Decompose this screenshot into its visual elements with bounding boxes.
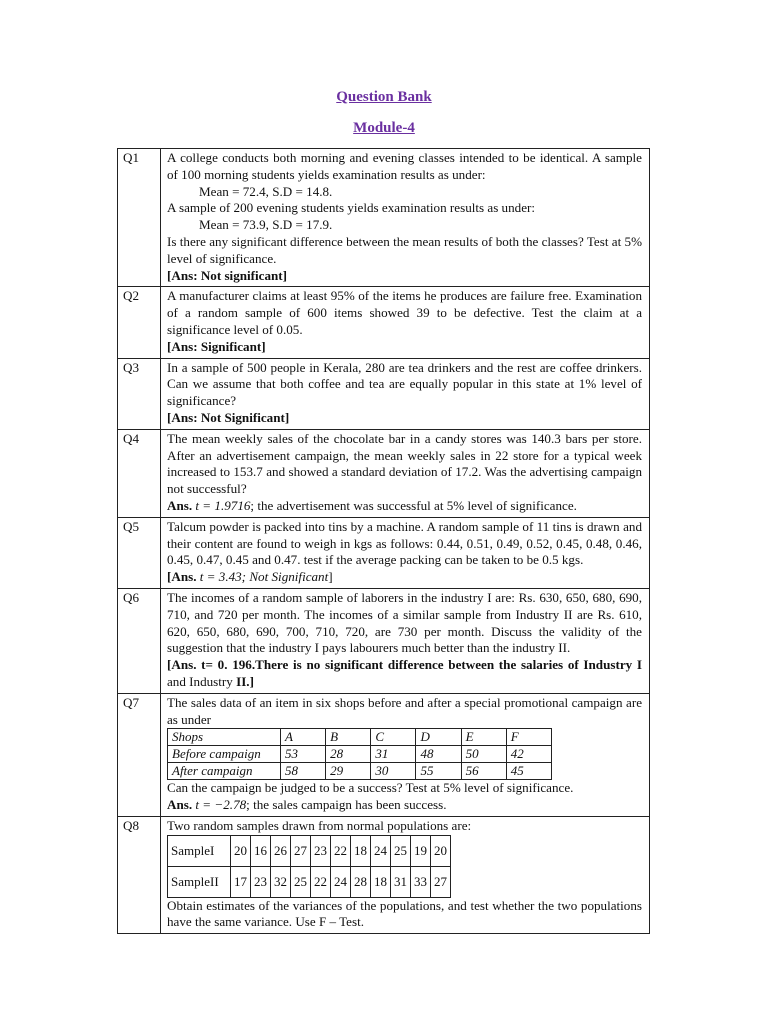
question-row-q3 — [118, 358, 650, 429]
answer: [Ans: Not significant] — [167, 267, 288, 283]
question-number: Q8 — [118, 816, 161, 933]
answer: [Ans. t= 0. 196.There is no significant difference between the salaries of Industry I and Industry II.] — [167, 657, 642, 689]
question-text: In a sample of 500 people in Kerala, 280 are tea drinkers and the rest are coffee drinkers. Can we assume that both coffee and tea are equally popular in this state at 1% level of significance? [Ans: Not Significant] — [161, 358, 650, 429]
question-text: The sales data of an item in six shops before and after a special promotional campaign are as under Shops A B C D E F Before campaign 53 28 31 48 50 42 After campaign 58 29 30 55 56 45 Can the campaign be judged to be a success? Test at 5% level of significance. Ans. t = −2.78; the sales campaign has been success. — [161, 693, 650, 816]
module-title: Module-4 — [353, 120, 415, 136]
question-number: Q3 — [118, 358, 161, 429]
table-row: SampleII 17 23 32 25 22 24 28 18 31 33 27 — [168, 866, 451, 897]
question-number: Q1 — [118, 149, 161, 287]
question-number: Q2 — [118, 287, 161, 358]
question-row-q6 — [118, 588, 650, 693]
table-row: After campaign 58 29 30 55 56 45 — [168, 763, 552, 780]
question-row-q7 — [118, 693, 650, 816]
answer: [Ans: Not Significant] — [167, 409, 290, 425]
answer: Ans. t = 1.9716; the advertisement was successful at 5% level of significance. — [167, 497, 577, 513]
question-text: The mean weekly sales of the chocolate bar in a candy stores was 140.3 bars per store. After an advertisement campaign, the mean weekly sales in 22 store for a typical week increased to 153.7 and showed a standard deviation of 17.2. Was the advertising campaign not successful? Ans. t = 1.9716; the advertisement was successful at 5% level of significance. — [161, 429, 650, 517]
samples-table — [167, 835, 451, 898]
question-row-q5 — [118, 517, 650, 588]
question-row-q4 — [118, 429, 650, 517]
question-text: A manufacturer claims at least 95% of the items he produces are failure free. Examination of a random sample of 600 items showed 39 to be defective. Test the claim at a significance level of 0.05. [Ans: Significant] — [161, 287, 650, 358]
question-number: Q4 — [118, 429, 161, 517]
question-number: Q7 — [118, 693, 161, 816]
table-row: Before campaign 53 28 31 48 50 42 — [168, 746, 552, 763]
question-row-q1 — [118, 149, 650, 287]
question-text: Two random samples drawn from normal populations are: SampleI 20 16 26 27 23 22 18 24 25 19 20 SampleII 17 23 32 25 22 24 28 18 31 33 27 Obtain estimates of the variances of the populations, and test whether the two populations have the same variance. Use F – Test. — [161, 816, 650, 933]
question-number: Q5 — [118, 517, 161, 588]
answer: [Ans: Significant] — [167, 338, 266, 354]
table-row: SampleI 20 16 26 27 23 22 18 24 25 19 20 — [168, 835, 451, 866]
question-row-q8 — [118, 816, 650, 933]
question-number: Q6 — [118, 588, 161, 693]
page-title: Question Bank — [336, 89, 432, 105]
question-table — [117, 148, 650, 934]
table-row: Shops A B C D E F — [168, 729, 552, 746]
answer: Ans. t = −2.78; the sales campaign has been success. — [167, 797, 447, 813]
question-text: The incomes of a random sample of laborers in the industry I are: Rs. 630, 650, 680, 690, 710, and 720 per month. The incomes of a similar sample from Industry II are Rs. 610, 620, 650, 680, 690, 700, 710, 720, are 730 per month. Discuss the validity of the suggestion that the industry I pays labourers much better than the industry II. [Ans. t= 0. 196.There is no significant difference between the salaries of Industry I and Industry II.] — [161, 588, 650, 693]
answer: [Ans. t = 3.43; Not Significant] — [167, 569, 333, 585]
question-row-q2 — [118, 287, 650, 358]
question-text: Talcum powder is packed into tins by a machine. A random sample of 11 tins is drawn and their content are found to weigh in kgs as follows: 0.44, 0.51, 0.49, 0.52, 0.45, 0.48, 0.46, 0.45, 0.47, 0.45 and 0.47. test if the average packing can be taken to be 0.5 kgs. [Ans. t = 3.43; Not Significant] — [161, 517, 650, 588]
question-text: A college conducts both morning and evening classes intended to be identical. A sample of 100 morning students yields examination results as under: Mean = 72.4, S.D = 14.8. A sample of 200 evening students yields examination results as under: Mean = 73.9, S.D = 17.9. Is there any significant difference between the mean results of both the classes? Test at 5% level of significance. [Ans: Not significant] — [161, 149, 650, 287]
shops-table — [167, 728, 552, 780]
